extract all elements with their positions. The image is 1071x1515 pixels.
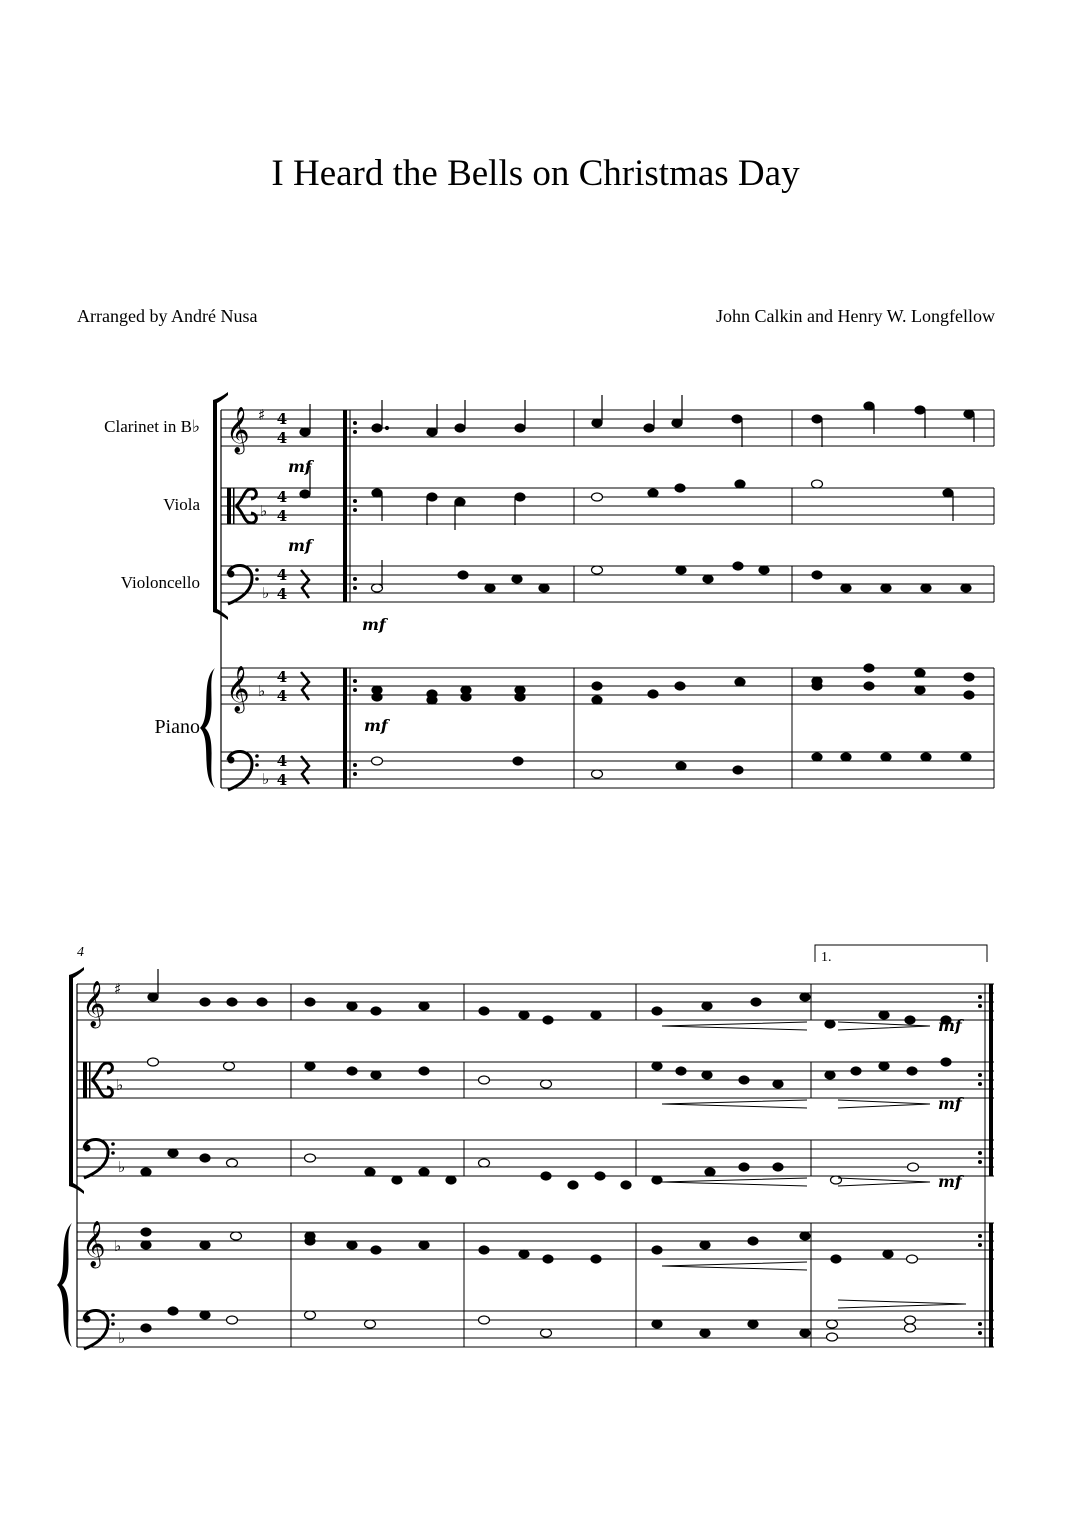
score-title: I Heard the Bells on Christmas Day <box>271 153 800 194</box>
repeat-end-barline <box>978 984 993 1347</box>
svg-text:4: 4 <box>276 585 288 603</box>
flat-icon: ♭ <box>262 770 270 788</box>
dynamic-mf: mf <box>362 615 386 634</box>
svg-text:4: 4 <box>276 752 288 770</box>
hairpins <box>662 1022 966 1308</box>
measure-number: 4 <box>77 945 84 960</box>
svg-text:4: 4 <box>276 429 288 447</box>
piano-brace <box>200 668 215 788</box>
svg-text:4: 4 <box>276 507 288 525</box>
barlines-system-1 <box>574 410 994 788</box>
staff-lines-system-1 <box>221 410 994 788</box>
bass-clef-icon <box>228 751 259 790</box>
repeat-start-barline <box>343 410 357 788</box>
flat-icon: ♭ <box>118 1329 126 1347</box>
instrument-name-cello: Violoncello <box>120 573 200 592</box>
time-signature <box>277 410 287 789</box>
notes-system-2 <box>141 969 951 1341</box>
dynamic-mf: mf <box>938 1016 962 1035</box>
flat-icon: ♭ <box>260 502 268 520</box>
dynamic-mf: mf <box>288 536 312 555</box>
composer-credit: John Calkin and Henry W. Longfellow <box>716 306 995 326</box>
flat-icon: ♭ <box>258 682 266 700</box>
svg-text:4: 4 <box>276 410 288 428</box>
dynamic-mf: mf <box>938 1094 962 1113</box>
flat-icon: ♭ <box>118 1158 126 1176</box>
notes-system-1 <box>372 395 975 778</box>
treble-clef-icon: 𝄞 <box>226 666 250 712</box>
flat-icon: ♭ <box>114 1237 122 1255</box>
svg-text:4: 4 <box>276 687 288 705</box>
volta-bracket <box>815 945 987 965</box>
svg-text:1.: 1. <box>821 950 832 965</box>
instrument-name-clarinet: Clarinet in B♭ <box>104 417 200 436</box>
bass-clef-icon <box>84 1310 115 1349</box>
svg-text:4: 4 <box>276 771 288 789</box>
dynamic-mf: mf <box>938 1172 962 1191</box>
treble-clef-icon: 𝄞 <box>82 981 106 1027</box>
system-2 <box>57 945 994 1349</box>
dynamic-mf: mf <box>288 457 312 476</box>
instrument-name-viola: Viola <box>163 495 200 514</box>
staff-lines-system-2 <box>77 984 994 1347</box>
barlines-system-2 <box>291 984 811 1347</box>
system-1 <box>104 392 994 790</box>
flat-icon: ♭ <box>262 584 270 602</box>
piano-brace <box>57 1223 72 1347</box>
sharp-icon: ♯ <box>114 980 122 998</box>
bass-clef-icon <box>228 565 259 604</box>
dynamic-mf: mf <box>364 716 388 735</box>
svg-text:4: 4 <box>276 668 288 686</box>
bass-clef-icon <box>84 1139 115 1178</box>
arranger-credit: Arranged by André Nusa <box>77 306 258 326</box>
svg-text:4: 4 <box>276 566 288 584</box>
svg-text:4: 4 <box>276 488 288 506</box>
treble-clef-icon: 𝄞 <box>226 407 250 453</box>
flat-icon: ♭ <box>116 1076 124 1094</box>
treble-clef-icon: 𝄞 <box>82 1221 106 1267</box>
instrument-name-piano: Piano <box>154 716 200 738</box>
sharp-icon: ♯ <box>258 406 266 424</box>
